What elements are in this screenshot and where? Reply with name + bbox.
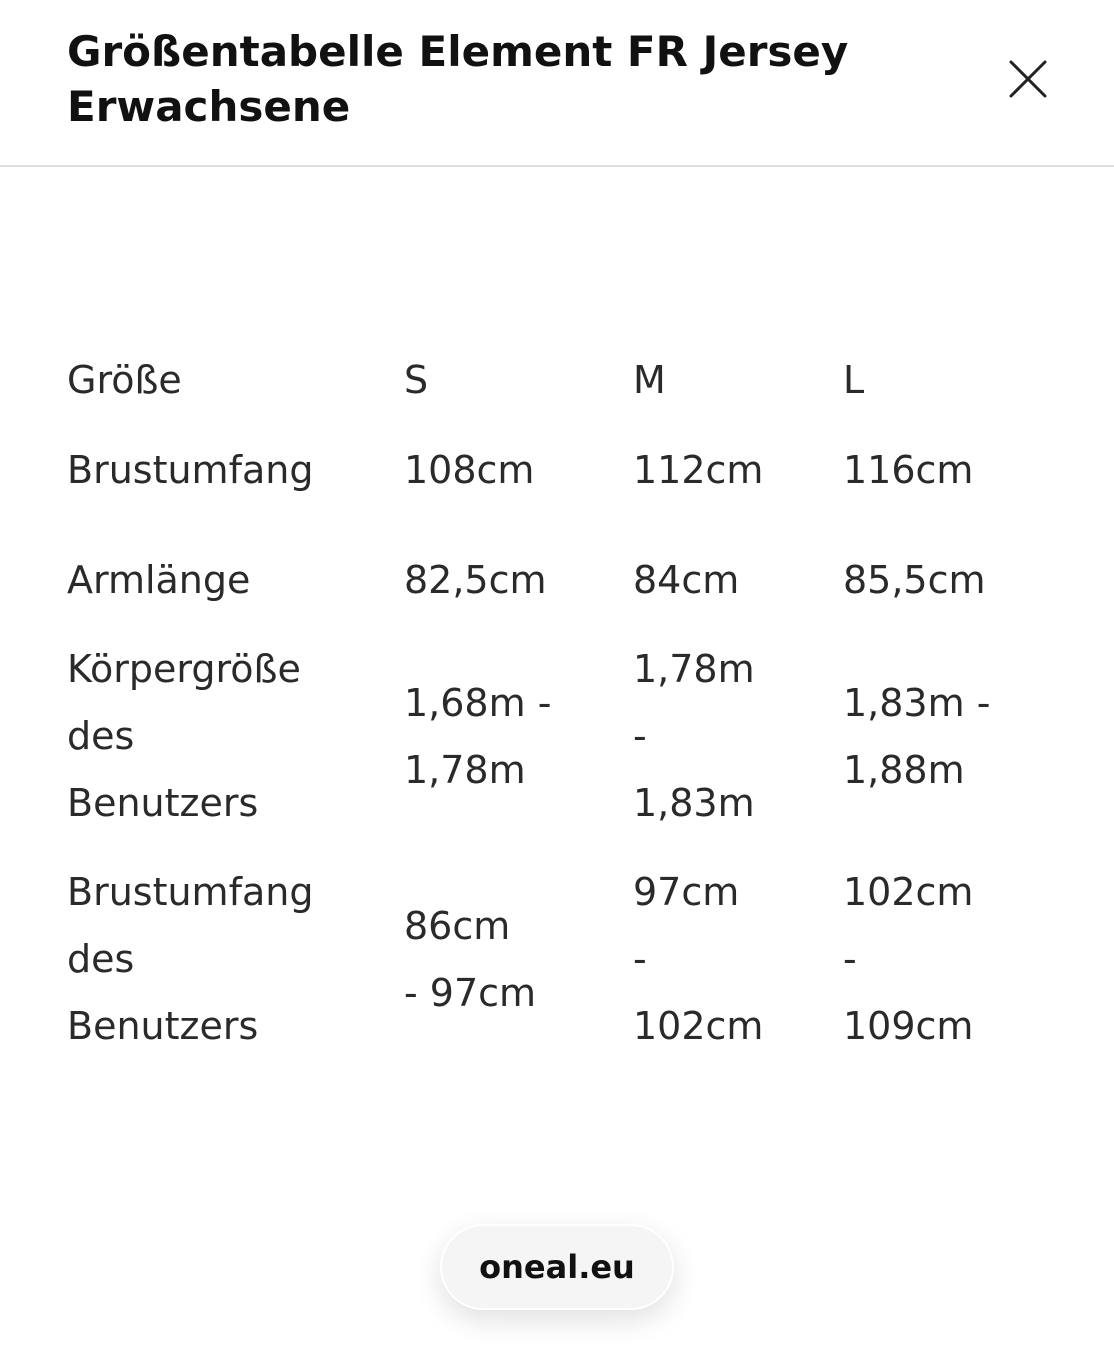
measurement-label: Brustumfang des Benutzers	[67, 870, 314, 1048]
table-row	[67, 636, 1047, 837]
close-button[interactable]	[996, 47, 1060, 111]
size-s-value: 108cm	[404, 447, 535, 492]
size-l-header: L	[843, 358, 865, 402]
page-title: Größentabelle Element FR Jersey Erwachsene	[67, 27, 849, 131]
size-l-value: 116cm	[843, 447, 974, 492]
table-row	[67, 525, 1047, 636]
size-l-value: 1,83m - 1,88m	[843, 680, 991, 792]
size-m-value: 112cm	[633, 447, 764, 492]
size-l-value: 102cm - 109cm	[843, 870, 974, 1048]
size-column-label: Größe	[67, 358, 182, 402]
size-s-value: 86cm - 97cm	[404, 903, 537, 1015]
measurement-label: Armlänge	[67, 558, 251, 602]
size-s-value: 1,68m - 1,78m	[404, 680, 552, 792]
size-m-value: 84cm	[633, 558, 740, 602]
table-row	[67, 837, 1047, 1082]
measurement-label: Brustumfang	[67, 447, 314, 492]
table-header-row	[67, 345, 1047, 415]
measurement-label: Körpergröße des Benutzers	[67, 647, 301, 825]
size-s-header: S	[404, 358, 429, 402]
size-l-value: 85,5cm	[843, 558, 986, 602]
table-row	[67, 415, 1047, 525]
modal-header	[0, 0, 1114, 167]
close-icon	[996, 47, 1060, 111]
size-m-header: M	[633, 358, 666, 402]
size-m-value: 97cm - 102cm	[633, 870, 764, 1048]
size-m-value: 1,78m - 1,83m	[633, 647, 755, 825]
size-s-value: 82,5cm	[404, 558, 547, 602]
size-table	[67, 345, 1047, 1082]
source-domain-pill[interactable]: oneal.eu	[440, 1224, 674, 1310]
